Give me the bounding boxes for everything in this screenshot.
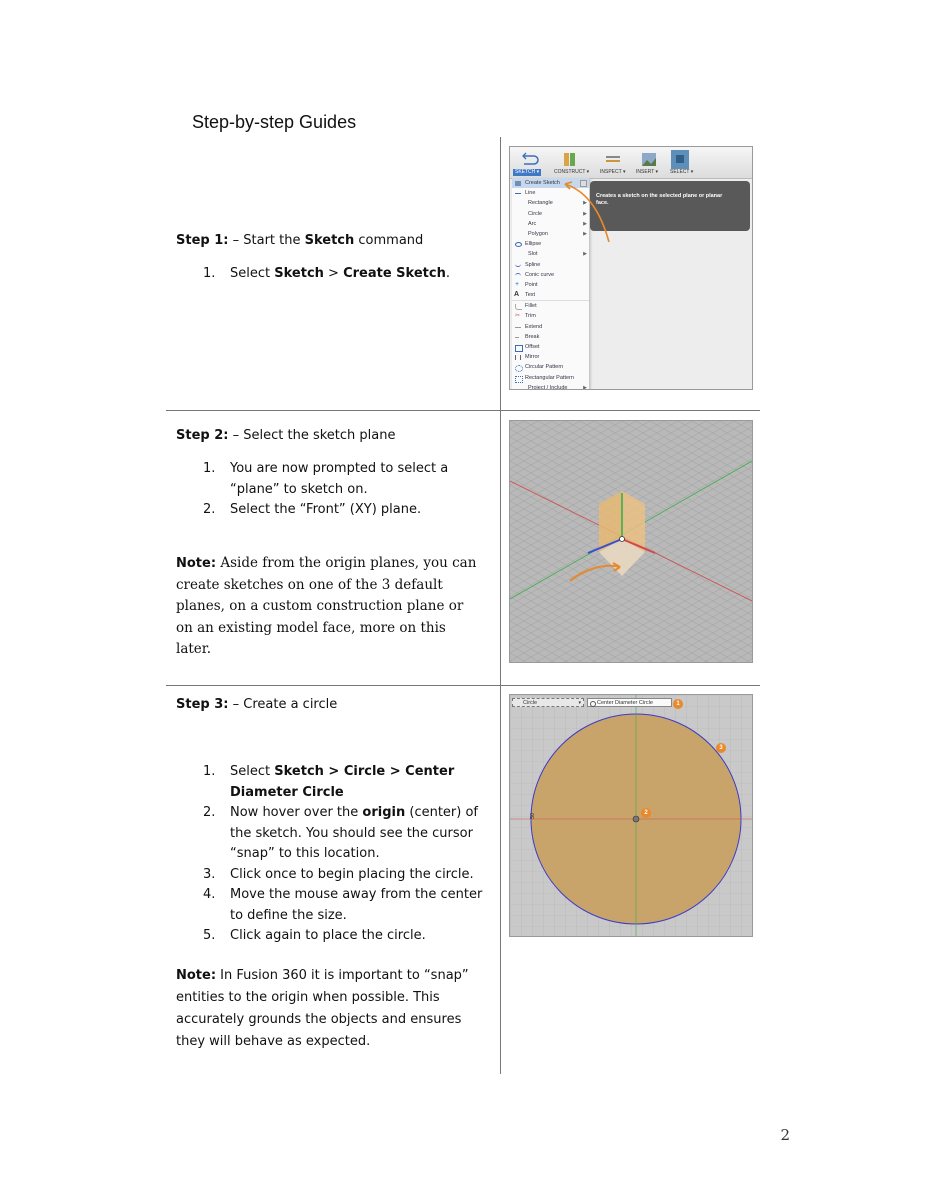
step2-list	[176, 459, 481, 521]
toolbar-sketch[interactable]: SKETCH ▾	[515, 169, 540, 175]
list-item: 3. Click once to begin placing the circle.	[203, 866, 474, 882]
toolbar-inspect[interactable]: INSPECT ▾	[600, 169, 626, 175]
origin-point[interactable]	[620, 537, 625, 542]
trim-icon: ✂	[515, 313, 521, 320]
menu-item-rectangle[interactable]: Rectangle ▶	[512, 198, 589, 208]
sketch-canvas	[510, 695, 752, 936]
origin-point[interactable]	[633, 816, 639, 822]
menu-item-spline[interactable]: Spline	[512, 260, 589, 270]
menu-item-extend[interactable]: Extend	[512, 322, 589, 332]
toolbar-select[interactable]: SELECT ▾	[670, 169, 694, 175]
step1-list	[176, 264, 486, 285]
step3-list	[176, 762, 492, 947]
list-item: 5. Click again to place the circle.	[203, 928, 426, 943]
menu-item-project-include[interactable]: Project / Include ▶	[512, 383, 589, 390]
list-item: 4. Move the mouse away from the center to define the size.	[203, 887, 483, 923]
viewport-3d	[510, 421, 752, 662]
submenu-arrow-icon: ▶	[583, 210, 587, 217]
row-divider-1	[166, 410, 760, 411]
menu-item-fillet[interactable]: Fillet	[512, 301, 589, 311]
list-item: 1. You are now prompted to select a “plane” to sketch on.	[203, 461, 449, 497]
menu-item-point[interactable]: + Point	[512, 280, 589, 290]
toolbar-insert[interactable]: INSERT ▾	[636, 169, 659, 175]
list-item: 2. Now hover over the origin (center) of the sketch. You should see the cursor “snap” to this location.	[203, 805, 478, 861]
menu-item-line[interactable]: Line	[512, 188, 589, 198]
submenu-arrow-icon: ▶	[583, 251, 587, 258]
text-icon: A	[514, 291, 520, 299]
menu-item-circle[interactable]: Circle ▶	[512, 209, 589, 219]
submenu-arrow-icon: ▶	[583, 384, 587, 390]
submenu-arrow-icon: ▶	[583, 230, 587, 237]
list-item: 2. Select the “Front” (XY) plane.	[203, 502, 422, 517]
menu-item-trim[interactable]: ✂ Trim	[512, 311, 589, 321]
menu-item-slot[interactable]: Slot ▶	[512, 249, 589, 259]
circle-icon	[590, 701, 596, 707]
page-number: 2	[780, 1126, 790, 1144]
submenu-arrow-icon: ▶	[583, 220, 587, 227]
tooltip-text: Creates a sketch on the selected plane or planar face.	[596, 193, 723, 206]
step-badge-3: 3	[719, 745, 723, 751]
row-divider-2	[166, 685, 760, 686]
menu-item-ellipse[interactable]: Ellipse	[512, 239, 589, 249]
submenu-arrow-icon: ▶	[583, 200, 587, 207]
menu-item-arc[interactable]: Arc ▶	[512, 219, 589, 229]
step1-heading: Step 1: – Start the Sketch command	[176, 233, 424, 248]
step3-heading: Step 3: – Create a circle	[176, 697, 338, 712]
sketch-menu-screenshot	[509, 146, 753, 390]
step-badge-2: 2	[644, 810, 648, 816]
menu-item-polygon[interactable]: Polygon ▶	[512, 229, 589, 239]
menu-item-create-sketch[interactable]: Create Sketch	[512, 178, 589, 188]
toolbar-construct[interactable]: CONSTRUCT ▾	[554, 169, 590, 175]
menu-item-conic-curve[interactable]: Conic curve	[512, 270, 589, 280]
circle-dropdown[interactable]: Circle ▾	[512, 698, 584, 707]
step2-heading: Step 2: – Select the sketch plane	[176, 428, 396, 443]
menu-item-text[interactable]: A Text	[512, 290, 589, 301]
menu-item-mirror[interactable]: Mirror	[512, 352, 589, 362]
dimension-label: 50	[530, 812, 536, 819]
list-item: 1. Select Sketch > Circle > Center Diameter Circle	[203, 764, 455, 800]
step2-note: Note: Aside from the origin planes, you can create sketches on one of the 3 default planes, on a custom construction plane or on an existing model face, more on this later.	[176, 555, 477, 657]
list-item: 1. Select Sketch > Create Sketch.	[203, 266, 450, 281]
circle-sketch-screenshot	[509, 694, 753, 937]
menu-item-offset[interactable]: Offset	[512, 342, 589, 352]
plane-selection-screenshot	[509, 420, 753, 663]
menu-item-circular-pattern[interactable]: Circular Pattern	[512, 362, 589, 372]
page-heading: Step-by-step Guides	[192, 112, 357, 132]
chevron-down-icon: ▾	[578, 700, 581, 706]
menu-item-rectangular-pattern[interactable]: Rectangular Pattern	[512, 373, 589, 383]
column-divider	[500, 137, 501, 1074]
menu-item-break[interactable]: Break	[512, 332, 589, 342]
center-diameter-circle-option[interactable]: Center Diameter Circle	[587, 698, 672, 707]
step3-note: Note: In Fusion 360 it is important to “snap” entities to the origin when possible. This accurately grounds the objects and ensures they will behave as expected.	[176, 968, 469, 1049]
annotation-arrow-icon	[510, 147, 752, 389]
step-badge-1: 1	[676, 701, 680, 707]
point-icon: +	[515, 280, 520, 288]
